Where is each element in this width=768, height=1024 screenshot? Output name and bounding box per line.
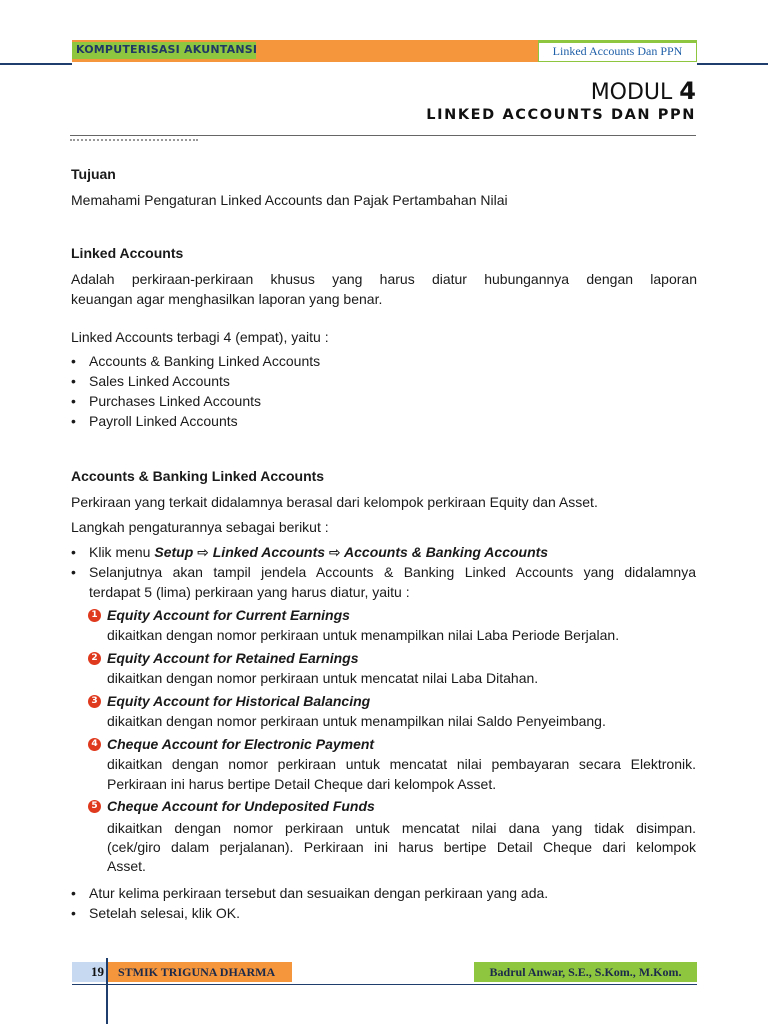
header-course-title: KOMPUTERISASI AKUNTANSI [76, 43, 258, 56]
account-3-desc: dikaitkan dengan nomor perkiraan untuk menampilkan nilai Saldo Penyeimbang. [107, 713, 606, 729]
marker-2-badge: 2 [88, 652, 101, 665]
tujuan-text: Memahami Pengaturan Linked Accounts dan Pajak Pertambahan Nilai [71, 192, 508, 208]
page-number: 19 [91, 964, 104, 979]
linked-para-line1: Adalah perkiraan-perkiraan khusus yang harus diatur hubungannya dengan laporan [71, 271, 697, 287]
linked-intro: Linked Accounts terbagi 4 (empat), yaitu : [71, 329, 329, 345]
account-1-desc: dikaitkan dengan nomor perkiraan untuk menampilkan nilai Laba Periode Berjalan. [107, 627, 620, 643]
marker-1-badge: 1 [88, 609, 101, 622]
title-divider [70, 135, 696, 136]
header-left-rule [0, 63, 72, 65]
linked-para-line2: keuangan agar menghasilkan laporan yang benar. [71, 291, 383, 307]
banking-steps-intro: Langkah pengaturannya sebagai berikut : [71, 519, 329, 535]
account-2-title: Equity Account for Retained Earnings [107, 650, 359, 666]
account-4-title: Cheque Account for Electronic Payment [107, 736, 375, 752]
banking-heading: Accounts & Banking Linked Accounts [71, 468, 325, 484]
account-5-title: Cheque Account for Undeposited Funds [107, 798, 375, 814]
account-1-title: Equity Account for Current Earnings [107, 607, 350, 623]
banking-para: Perkiraan yang terkait didalamnya berasal dari kelompok perkiraan Equity dan Asset. [71, 494, 598, 510]
footer-author: Badrul Anwar, S.E., S.Kom., M.Kom. [489, 965, 682, 979]
marker-5-badge: 5 [88, 800, 101, 813]
linked-heading: Linked Accounts [71, 245, 184, 261]
account-3-title: Equity Account for Historical Balancing [107, 693, 371, 709]
footer-institution: STMIK TRIGUNA DHARMA [118, 965, 276, 979]
tujuan-heading: Tujuan [71, 166, 116, 182]
account-5-desc-line3: Asset. [107, 858, 146, 874]
module-label: MODUL 4 [590, 77, 696, 105]
next-step-line2: terdapat 5 (lima) perkiraan yang harus diatur, yaitu : [89, 584, 410, 600]
marker-3-badge: 3 [88, 695, 101, 708]
footer-rule [72, 984, 697, 985]
account-5-desc-line1: dikaitkan dengan nomor perkiraan untuk mencatat nilai dana yang tidak disimpan. [107, 820, 696, 836]
module-subtitle: LINKED ACCOUNTS DAN PPN [426, 107, 696, 123]
header-topic-title: Linked Accounts Dan PPN [552, 44, 683, 58]
next-step-line1: Selanjutnya akan tampil jendela Accounts & Banking Linked Accounts yang didalamnya [89, 564, 696, 580]
account-4-desc-line2: Perkiraan ini harus bertipe Detail Cheque dari kelompok Asset. [107, 776, 497, 792]
account-4-desc-line1: dikaitkan dengan nomor perkiraan untuk mencatat nilai pembayaran secara Elektronik. [107, 756, 696, 772]
dotted-accent [70, 139, 198, 141]
module-number: 4 [679, 77, 696, 105]
menu-path: Setup ⇨ Linked Accounts ⇨ Accounts & Banking Accounts [154, 544, 549, 560]
header-right-rule [697, 63, 768, 65]
account-2-desc: dikaitkan dengan nomor perkiraan untuk mencatat nilai Laba Ditahan. [107, 670, 539, 686]
account-5-desc-line2: (cek/giro dalam perjalanan). Perkiraan ini harus bertipe Detail Cheque dari kelompok [107, 839, 696, 855]
marker-4-badge: 4 [88, 738, 101, 751]
